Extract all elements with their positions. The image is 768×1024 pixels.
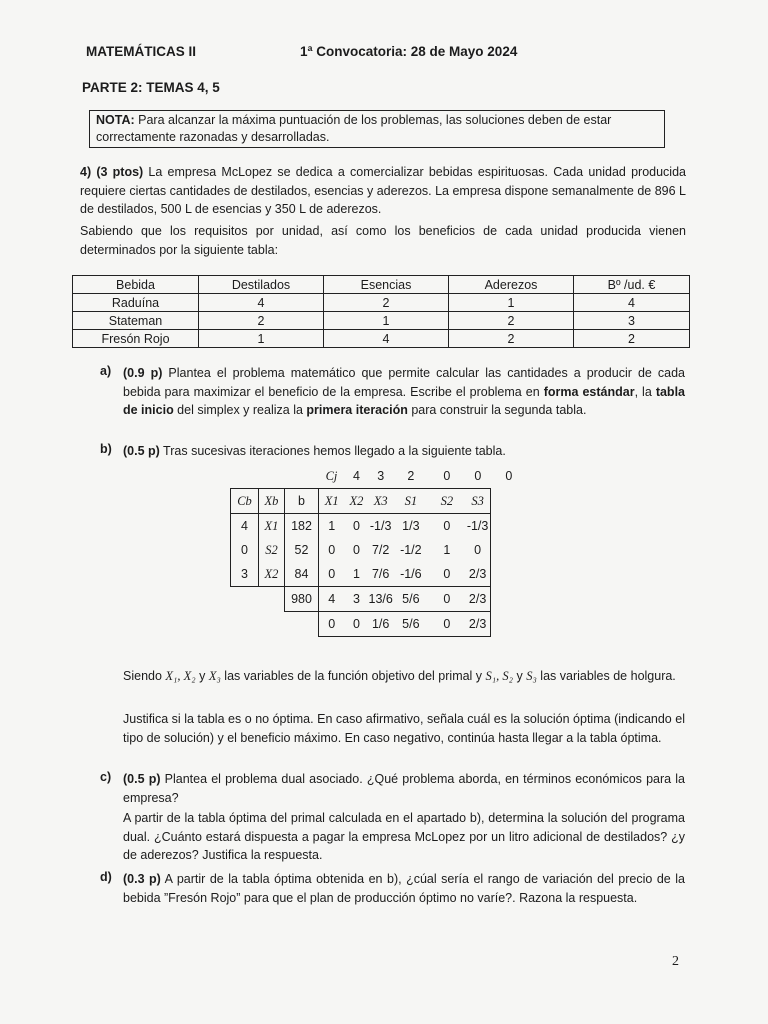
item-b-letter: b) — [100, 442, 112, 456]
cj-row — [231, 464, 528, 489]
table-cell: 2 — [449, 312, 574, 330]
table-cell: Fresón Rojo — [73, 330, 199, 348]
cj-value: 4 — [353, 469, 360, 483]
item-b-text — [123, 442, 685, 461]
table-cell: 1 — [199, 330, 324, 348]
table-cell: 5/6 — [393, 587, 429, 612]
item-c-points: (0.5 p) — [123, 772, 161, 786]
table-cell: -1/3 — [369, 519, 392, 533]
header-cell: X1 — [324, 493, 339, 508]
cj-value: 3 — [377, 469, 385, 483]
header-cell: S1 — [404, 493, 418, 508]
table-cell: -1/2 — [400, 543, 422, 557]
header-cell: Bº /ud. € — [574, 276, 690, 294]
table-cell: 0 — [465, 538, 491, 562]
simplex-row — [231, 538, 528, 562]
item-a-bold1: forma estándar — [543, 384, 635, 399]
table-cell: -1/6 — [400, 567, 422, 581]
header-cell: Aderezos — [449, 276, 574, 294]
header-cell: Bebida — [73, 276, 199, 294]
item-a-points: (0.9 p) — [123, 366, 163, 380]
table-cell: 4 — [324, 330, 449, 348]
table-cell: Raduína — [73, 294, 199, 312]
table-cell: Stateman — [73, 312, 199, 330]
table-cell: -1/3 — [465, 514, 491, 539]
session-title: 1ª Convocatoria: 28 de Mayo 2024 — [300, 44, 518, 59]
simplex-header-row — [231, 489, 528, 514]
item-c-letter: c) — [100, 770, 112, 784]
nota-text: Para alcanzar la máxima puntuación de los problemas, las soluciones deben de estar correctamente razonadas y desarrolladas. — [96, 113, 612, 144]
table-cell: 0 — [319, 612, 345, 637]
part-title: PARTE 2: TEMAS 4, 5 — [82, 80, 220, 95]
table-cell: 3 — [231, 562, 259, 587]
table-cell: 0 — [443, 567, 451, 581]
table-header-row — [73, 276, 690, 294]
header-cell: Cb — [237, 493, 252, 508]
vars-x: X₁, X₂ — [165, 669, 196, 683]
table-cell: 1 — [324, 312, 449, 330]
subject-title: MATEMÁTICAS II — [86, 44, 196, 59]
vars-t2: y — [195, 669, 209, 683]
cj-label: Cj — [325, 468, 338, 483]
item-d-text — [123, 870, 685, 907]
item-c-intro: Plantea el problema dual asociado. ¿Qué problema aborda, en términos económicos para la empresa? — [123, 772, 685, 805]
cj-value: 0 — [443, 469, 451, 483]
table-row — [73, 312, 690, 330]
table-cell: 4 — [199, 294, 324, 312]
vars-s3: S₃ — [526, 669, 537, 683]
table-cell: 2/3 — [465, 562, 491, 587]
table-cell: 2 — [574, 330, 690, 348]
problem-intro — [80, 163, 686, 219]
requirements-table — [72, 275, 690, 348]
header-cell: X3 — [373, 493, 388, 508]
item-c-text2: A partir de la tabla óptima del primal calculada en el apartado b), determina la solución del programa dual. ¿Cuánto estará dispuesta a pagar la empresa McLopez por un litro adicional de destilados? ¿y de aderezos? Justifica la respuesta. — [123, 811, 685, 862]
table-cell: X1 — [264, 518, 279, 533]
header-cell: Esencias — [324, 276, 449, 294]
header-cell: Destilados — [199, 276, 324, 294]
table-cell: 5/6 — [393, 612, 429, 637]
table-cell: X2 — [264, 566, 279, 581]
item-d-body: A partir de la tabla óptima obtenida en b), ¿cúal sería el rango de variación del precio de la bebida ”Fresón Rojo” para que el plan de producción óptimo no varíe?. Razona la respuesta. — [123, 872, 686, 905]
nota-box — [89, 110, 665, 148]
vars-t4: y — [513, 669, 527, 683]
item-a-bold3: primera iteración — [306, 403, 408, 417]
table-cell: 2/3 — [465, 612, 491, 637]
table-cell: 0 — [429, 612, 465, 637]
table-cell: 2/3 — [465, 587, 491, 612]
header-cell: b — [285, 489, 319, 514]
problem-number: 4) (3 ptos) — [80, 165, 144, 179]
table-cell: 3 — [574, 312, 690, 330]
vars-t3: las variables de la función objetivo del primal y — [220, 669, 486, 683]
table-cell: 0 — [345, 612, 369, 637]
table-cell: 1 — [353, 567, 360, 581]
table-cell: 2 — [324, 294, 449, 312]
page-number: 2 — [672, 954, 679, 969]
table-cell: 13/6 — [369, 587, 393, 612]
nota-label: NOTA: — [96, 113, 135, 127]
table-cell: 0 — [353, 543, 360, 557]
table-cell: 182 — [285, 514, 319, 539]
item-a-t2: , la — [634, 384, 656, 399]
table-row — [73, 330, 690, 348]
simplex-row — [231, 562, 528, 587]
item-a-t1: Plantea el problema matemático que permite calcular las cantidades a producir de cada bebida para maximizar el beneficio de la empresa. Escribe el problema en — [123, 366, 685, 399]
table-cell: 2 — [449, 330, 574, 348]
item-a-t3: del simplex y realiza la — [173, 403, 307, 417]
problem-intro-text: La empresa McLopez se dedica a comercializar bebidas espirituosas. Cada unidad producida requiere ciertas cantidades de destilados, esencias y aderezos. La empresa dispone semanalmente de 896 L de destilados, 500 L de esencias y 350 L de aderezos. — [80, 165, 686, 216]
item-d-points: (0.3 p) — [123, 872, 161, 886]
table-cell: 1/6 — [369, 612, 393, 637]
table-row — [73, 294, 690, 312]
table-cell: 4 — [319, 587, 345, 612]
table-cell: 0 — [443, 519, 451, 533]
item-d-letter: d) — [100, 870, 112, 884]
item-a-text — [123, 364, 685, 420]
table-cell: 1 — [328, 519, 336, 533]
zj-row — [231, 587, 528, 612]
item-a-letter: a) — [100, 364, 112, 378]
header-cell: S2 — [440, 493, 454, 508]
header-cell: X2 — [349, 493, 364, 508]
cj-value: 0 — [474, 469, 482, 483]
table-cell: 0 — [328, 543, 336, 557]
item-b-justify: Justifica si la tabla es o no óptima. En caso afirmativo, señala cuál es la solución óptima (indicando el tipo de solución) y el beneficio máximo. En caso negativo, continúa hasta llegar a la tabla óptima. — [123, 712, 685, 745]
item-a-t4: para construir la segunda tabla. — [407, 403, 587, 417]
table-cell: 4 — [231, 514, 259, 539]
simplex-table — [230, 464, 528, 637]
table-cell: 7/2 — [371, 543, 390, 557]
item-b-intro: Tras sucesivas iteraciones hemos llegado a la siguiente tabla. — [159, 444, 506, 458]
vars-t1: Siendo — [123, 669, 166, 683]
table-cell: 1/3 — [402, 519, 420, 533]
table-cell: S2 — [265, 542, 278, 557]
table-cell: 84 — [285, 562, 319, 587]
item-b-points: (0.5 p) — [123, 444, 160, 458]
table-cell: 1 — [449, 294, 574, 312]
table-cell: 4 — [574, 294, 690, 312]
table-cell: 0 — [231, 538, 259, 562]
table-cell: 2 — [199, 312, 324, 330]
table-cell: 0 — [429, 587, 465, 612]
cj-value: 2 — [407, 469, 415, 483]
vars-t5: las variables de holgura. — [536, 669, 676, 683]
vars-x3: X₃ — [208, 669, 221, 683]
table-cell: 0 — [328, 567, 336, 581]
header-cell: S3 — [471, 493, 484, 508]
variables-description — [123, 667, 685, 686]
table-intro: Sabiendo que los requisitos por unidad, así como los beneficios de cada unidad producida vienen determinados por la siguiente tabla: — [80, 224, 686, 257]
table-cell: 0 — [353, 519, 360, 533]
simplex-row — [231, 514, 528, 539]
reduced-cost-row — [231, 612, 528, 637]
item-c-text — [123, 770, 685, 807]
vars-s: S₁, S₂ — [485, 669, 513, 683]
table-cell: 7/6 — [371, 567, 390, 581]
table-cell: 980 — [285, 587, 319, 612]
header-cell: Xb — [264, 493, 279, 508]
table-cell: 3 — [345, 587, 369, 612]
table-cell: 52 — [285, 538, 319, 562]
table-cell: 1 — [443, 543, 451, 557]
cj-value: 0 — [505, 469, 513, 484]
item-a-bold2: tabla de inicio — [123, 384, 685, 417]
